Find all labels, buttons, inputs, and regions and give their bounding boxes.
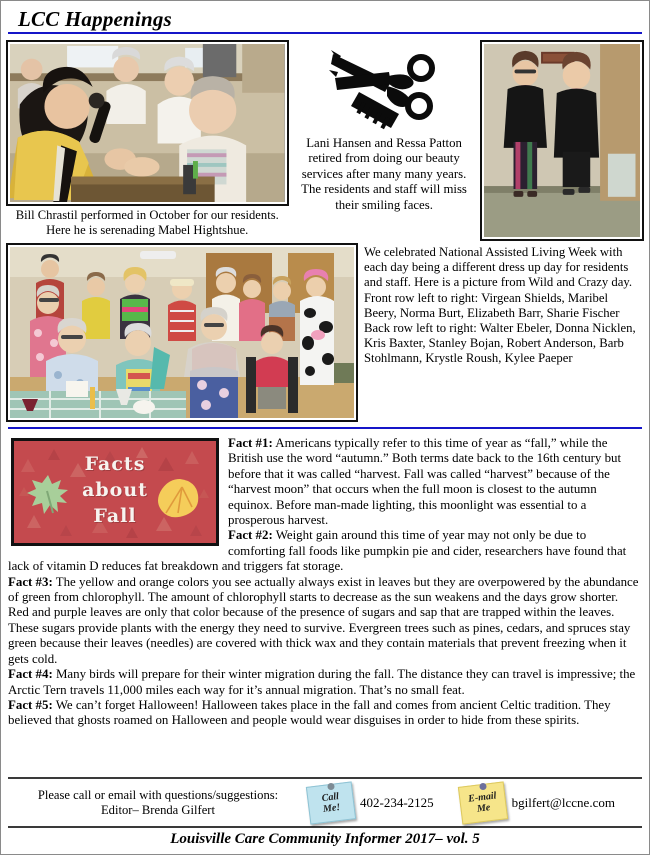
photo-lani-hansen-ressa-patton: [482, 42, 642, 239]
assisted-living-week-section: [8, 245, 642, 420]
email-me-note-icon: [460, 784, 506, 822]
fact-label: Fact #3:: [8, 574, 53, 589]
fact-item: [8, 575, 642, 667]
alw-back-row: Back row left to right: Walter Ebeler, Donna Nicklen, Kris Baxter, Stanley Bojan, Robert Anderson, Barb Stohlmann, Krystle Roush, Kylee Paeper: [364, 321, 636, 366]
fact-label: Fact #2:: [228, 528, 273, 543]
fact-text: Weight gain around this time of year may not only be due to comforting fall foods like pumpkin pie and cider, researchers have found that lack of vitamin D reduces fat breakdown and triggers fat storage.: [8, 528, 627, 574]
editor-contact-block: [8, 788, 308, 819]
caption-beauty-retirement: Lani Hansen and Ressa Patton retired from doing our beauty services after many many years. The residents and staff will miss their smiling faces.: [301, 136, 467, 212]
scissors-comb-icon: [295, 46, 474, 136]
facts-about-fall-banner: [11, 438, 219, 546]
alw-front-row: Front row left to right: Virgean Shields, Maribel Beery, Norma Burt, Elizabeth Barr, Sharie Fischer: [364, 290, 620, 320]
call-note-line1: Call: [321, 791, 340, 805]
caption-performer: Bill Chrastil performed in October for our residents. Here he is serenading Mabel Hightshue.: [15, 208, 279, 237]
fact-label: Fact #1:: [228, 436, 273, 450]
call-note-line2: Me!: [322, 801, 341, 815]
masthead: [8, 7, 642, 37]
page-title: LCC Happenings: [18, 7, 172, 31]
assisted-living-week-text: [364, 245, 642, 367]
facts-divider: [8, 427, 642, 429]
editor-name: Editor– Brenda Gilfert: [100, 803, 215, 817]
fact-label: Fact #4:: [8, 667, 53, 682]
footer-contact-row: [8, 779, 642, 826]
alw-intro: We celebrated National Assisted Living Week with each day being a different dress up day for residents and staff. Here is a picture from Wild and Crazy day.: [364, 245, 633, 290]
banner-title-line3: Fall: [93, 505, 137, 527]
phone-number: 402-234-2125: [360, 795, 434, 810]
performer-column: [8, 42, 287, 238]
fact-item: [8, 667, 642, 698]
masthead-divider: [8, 32, 642, 34]
facts-about-fall-section: [8, 436, 642, 729]
photo-wild-and-crazy-day-group: [8, 245, 356, 420]
footer: [8, 777, 642, 848]
banner-title: [14, 451, 216, 529]
banner-title-line1: Facts: [84, 453, 146, 475]
email-address: bgilfert@lccne.com: [511, 795, 615, 810]
publication-title: Louisville Care Community Informer 2017– vol. 5: [170, 831, 480, 847]
fact-item: [8, 698, 642, 729]
beauticians-column: [482, 42, 642, 239]
banner-title-line2: about: [82, 479, 148, 501]
beauty-retirement-column: [295, 42, 474, 213]
fact-text: The yellow and orange colors you see actually always exist in leaves but they are overpowered by the abundance of green from chlorophyll. The amount of chlorophyll starts to decrease as the sun weakens and the days grow shorter. Red and purple leaves are only that color because of the presence of sugars and sap that are trapped within the leaves. These sugars provide plants with the energy they need to survive. Evergreen trees such as pines, cedars, and spruces stay green because their leaves (needles) are covered with thick wax and they contain materials that prevent freezing when it gets cold.: [8, 574, 639, 666]
call-me-note-icon: [308, 784, 354, 822]
fact-text: Many birds will prepare for their winter migration during the fall. The distance they can travel is impressive; the Arctic Tern travels 11,000 miles each way for it’s annual migration. That’s no small feat.: [8, 667, 636, 697]
fact-label: Fact #5:: [8, 697, 53, 712]
contact-instruction: Please call or email with questions/suggestions:: [37, 787, 279, 802]
fact-text: We can’t forget Halloween! Halloween takes place in the fall and comes from ancient Celtic tradition. They believed that ghosts roamed on Halloween and people would wear disguises in order to hide from these spirits.: [8, 697, 611, 728]
email-note-line1: E-mail: [467, 790, 497, 805]
note-text: [306, 781, 356, 824]
fact-text: Americans typically refer to this time of year as “fall,” while the British use the word “autumn.” Both terms date back to the 16th century but before that it was called “harvest. Fall was called “harvest” because of the “harvest moon” that occurs when the full moon is closest to the autumn equinox. Before man-made lighting, this moonlight was essential to a prosperous harvest.: [228, 436, 622, 528]
note-text: [458, 781, 508, 824]
photo-bill-chrastil-performing: [8, 42, 287, 204]
email-note-line2: Me: [476, 802, 491, 815]
top-section: [8, 42, 642, 239]
